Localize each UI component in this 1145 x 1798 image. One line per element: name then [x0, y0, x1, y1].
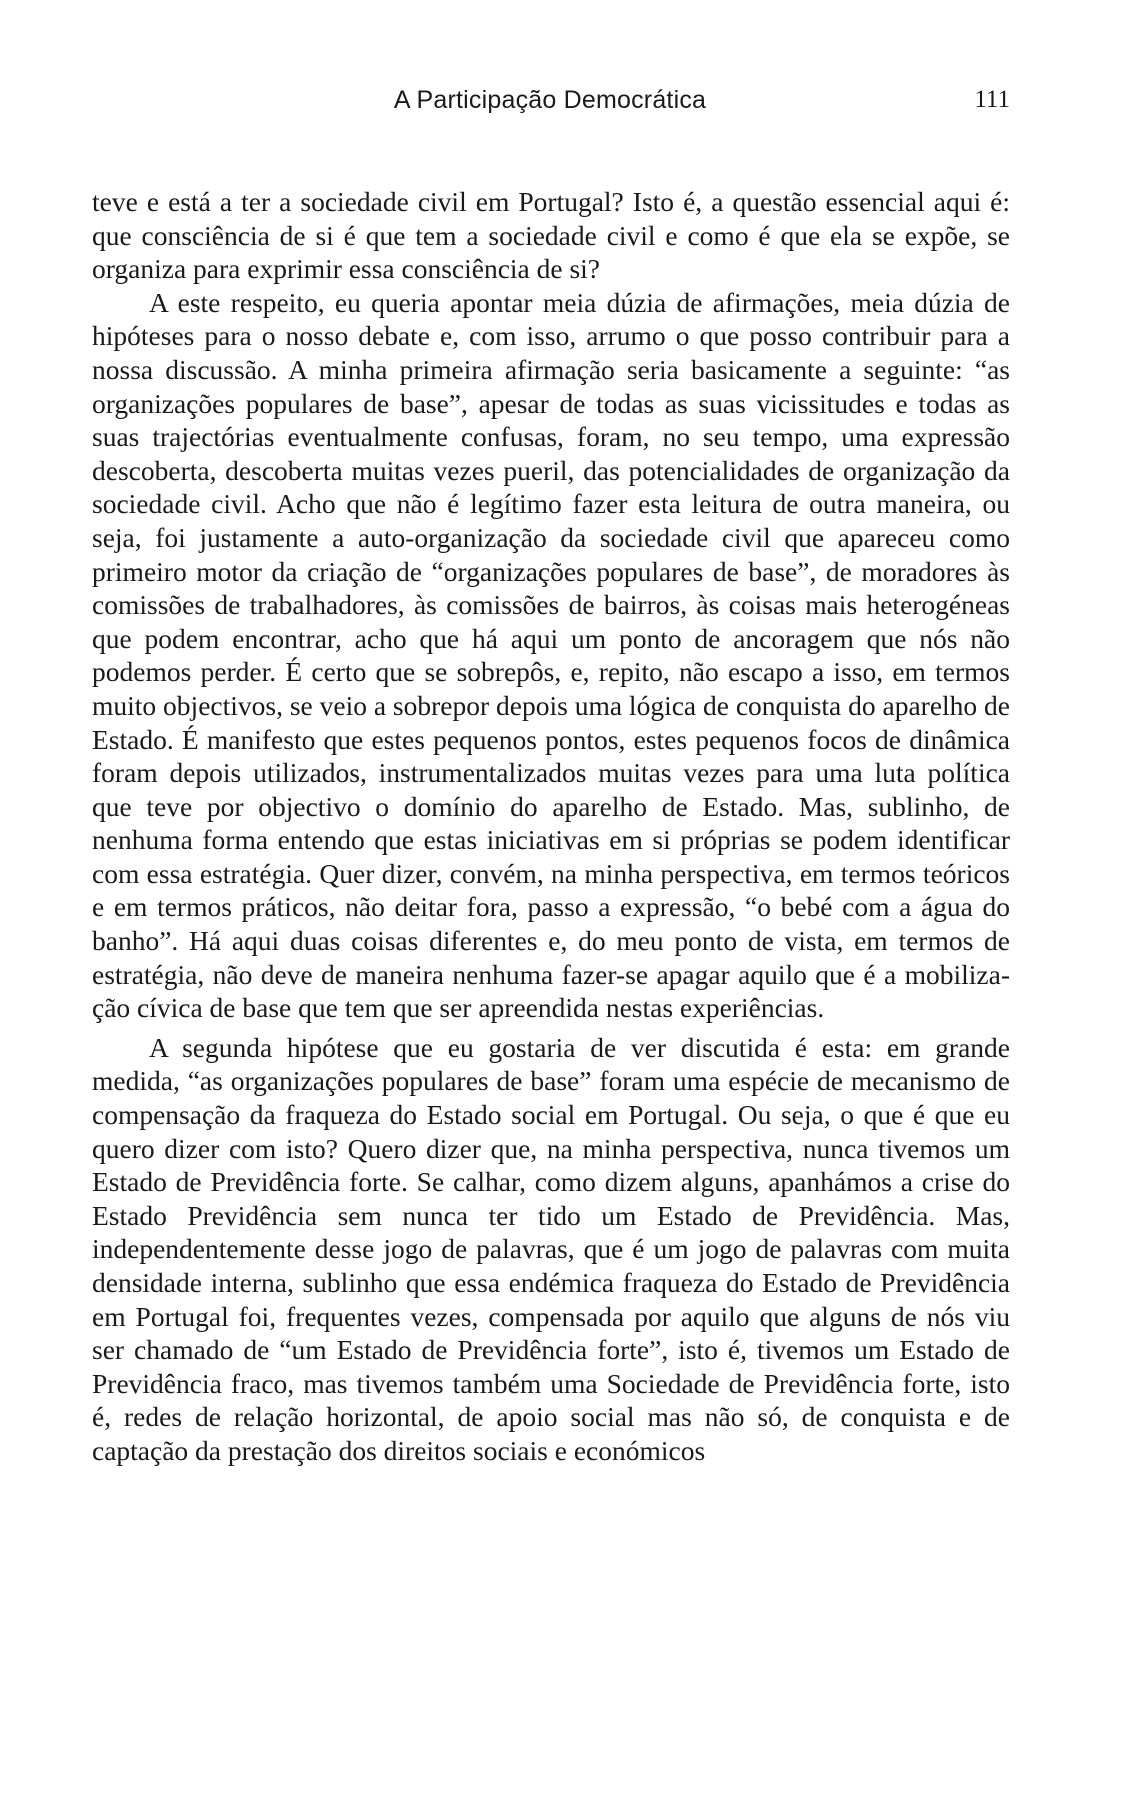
running-header [90, 86, 1010, 122]
paragraph: teve e está a ter a sociedade civil em Portugal? Isto é, a questão essencial aqui é: que consciência de si é que tem a sociedade civil e como é que ela se expõe, se organiza para exprimir essa consciência de si? [92, 186, 1010, 285]
body-text [92, 185, 1010, 1468]
running-title: A Participação Democrática [393, 86, 707, 114]
page-number: 111 [974, 86, 1010, 113]
paragraph: A segunda hipótese que eu gostaria de ver discutida é esta: em grande medida, “as organizações populares de base” foram uma espécie de mecanismo de compensação da fraqueza do Estado social em Portugal. Ou seja, o que é que eu quero dizer com isto? Quero dizer que, na minha perspectiva, nunca tivemos um Estado de Previdência forte. Se calhar, como dizem alguns, apanhámos a crise do Estado Previdência sem nunca ter tido um Estado de Previdência. Mas, independentemente desse jogo de palavras, que é um jogo de palavras com muita densidade interna, sublinho que essa endémica fraqueza do Estado de Previdência em Portugal foi, frequentes vezes, compensada por aquilo que alguns de nós viu ser chamado de “um Estado de Previdência forte”, isto é, tivemos um Estado de Previdência fraco, mas tivemos também uma Sociedade de Previdência forte, isto é, redes de relação horizontal, de apoio social mas não só, de conquista e de captação da prestação dos direitos sociais e económicos [92, 1031, 1010, 1466]
paragraph: A este respeito, eu queria apontar meia dúzia de afirmações, meia dúzia de hipóteses para o nosso debate e, com isso, arrumo o que posso contribuir para a nossa discussão. A minha primeira afirmação seria basicamente a seguinte: “as organizações populares de base”, apesar de todas as suas vicissitudes e todas as suas trajectórias eventualmente confusas, foram, no seu tempo, uma expressão descoberta, descoberta muitas vezes pueril, das potencialidades de organização da sociedade civil. Acho que não é legítimo fazer esta leitura de outra maneira, ou seja, foi justamente a auto-organização da sociedade civil que apareceu como primeiro motor da criação de “organizações populares de base”, de moradores às comissões de trabalhadores, às comissões de bairros, às coisas mais heterogéneas que podem encontrar, acho que há aqui um ponto de ancoragem que nós não podemos perder. É certo que se sobrepôs, e, repito, não escapo a isso, em termos muito objectivos, se veio a sobrepor depois uma lógica de conquista do aparelho de Estado. É manifesto que estes pequenos pontos, estes pequenos focos de dinâmica foram depois utilizados, instrumentalizados muitas vezes para uma luta política que teve por objectivo o domínio do aparelho de Estado. Mas, sublinho, de nenhuma forma entendo que estas iniciativas em si próprias se podem identificar com essa estratégia. Quer dizer, convém, na minha perspectiva, em termos teóricos e em termos práticos, não deitar fora, passo a expressão, “o bebé com a água do banho”. Há aqui duas coisas diferentes e, do meu ponto de vista, em termos de estratégia, não deve de maneira nenhuma fazer-se apagar aquilo que é a mobilização cívica de base que tem que ser apreendida nestas experiências. [92, 286, 1010, 1024]
